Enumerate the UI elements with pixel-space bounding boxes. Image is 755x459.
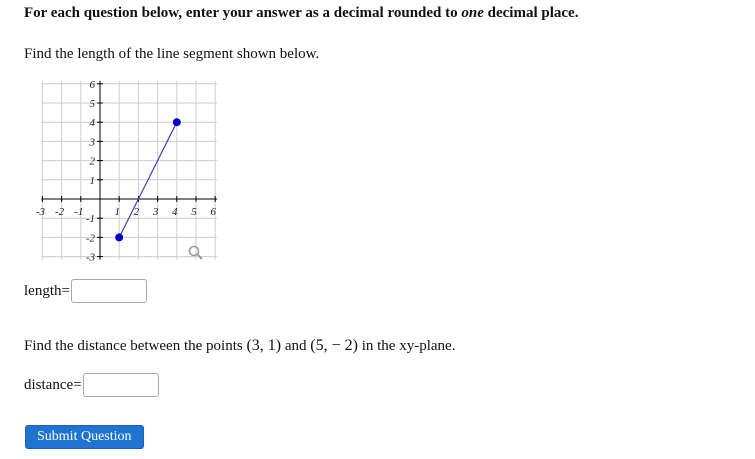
x-tick-label: 4	[172, 206, 178, 218]
point-b: (5, − 2)	[310, 337, 358, 354]
distance-label: distance=	[24, 376, 82, 393]
length-answer-row	[24, 279, 147, 303]
x-tick-label: 2	[133, 206, 140, 218]
distance-answer-row	[24, 373, 159, 397]
x-tick-label: -1	[74, 206, 84, 218]
x-tick-label: -2	[55, 206, 65, 218]
length-input[interactable]	[71, 279, 147, 303]
y-tick-label: -1	[85, 213, 95, 226]
x-tick-label: -3	[35, 206, 45, 218]
y-tick-label: 3	[89, 136, 95, 149]
y-tick-label: 1	[89, 174, 95, 187]
y-tick-label: 5	[89, 98, 95, 110]
instructions-emphasis: one	[461, 5, 484, 21]
instructions-part-1: For each question below, enter your answer as a decimal rounded to	[24, 5, 462, 21]
x-tick-label: 3	[152, 206, 159, 218]
x-tick-label: 1	[114, 206, 120, 218]
question-2-and: and	[281, 338, 311, 354]
question-2-prompt-start: Find the distance between the points	[24, 338, 247, 354]
segment-graph	[22, 78, 216, 264]
submit-question-button[interactable]: Submit Question	[25, 425, 144, 449]
point-a: (3, 1)	[246, 337, 282, 354]
y-tick-label: -3	[85, 251, 95, 264]
x-tick-label: 6	[210, 206, 216, 218]
distance-input[interactable]	[83, 373, 159, 397]
length-label: length=	[24, 282, 70, 299]
y-tick-label: 2	[89, 155, 95, 168]
y-tick-label: -2	[85, 232, 95, 245]
instructions-text	[24, 5, 578, 22]
question-2-prompt-end: in the xy-plane.	[357, 338, 456, 354]
y-tick-label: 6	[89, 78, 95, 91]
graph-canvas	[22, 78, 216, 264]
y-tick-label: 4	[89, 117, 95, 130]
question-2-prompt	[24, 337, 455, 355]
x-tick-label: 5	[191, 206, 197, 218]
segment-endpoint-start	[115, 233, 123, 241]
question-1-prompt: Find the length of the line segment shown below.	[24, 46, 320, 62]
instructions-part-2: decimal place.	[483, 5, 579, 21]
segment-endpoint-end	[173, 118, 181, 126]
